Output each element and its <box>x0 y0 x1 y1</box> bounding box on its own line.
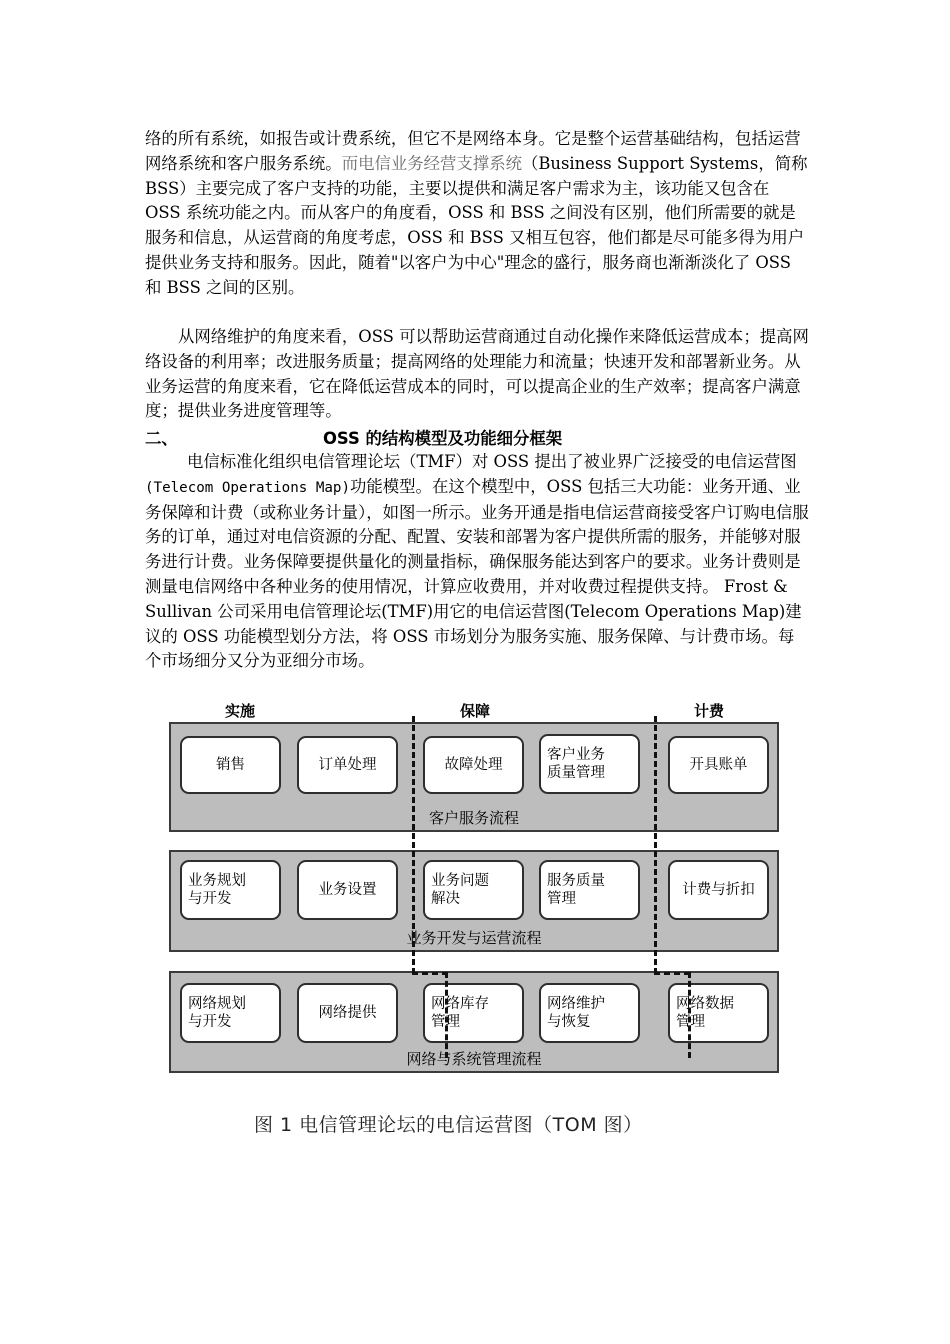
band-label-network-management: 网络与系统管理流程 <box>406 1050 542 1068</box>
paragraph-oss-bss-part3: （Business Support Systems，简称 BSS）主要完成了客户支持的功能，主要以提供和满足客户需求为主，该功能又包含在 OSS 系统功能之内。而从客户的角度看，OSS 和 BSS 之间没有区别，他们所需要的就是服务和信息，从运营商的角度考虑，OSS 和 BSS 又相互包容，他们都是尽可能多得为用户提供业务支持和服务。因此，随着"以客户为中心"理念的盛行，服务商也渐渐淡化了 OSS 和 BSS 之间的区别。 <box>145 153 808 297</box>
box-service-problem: 业务问题 解决 <box>423 860 524 920</box>
band-service-development <box>169 850 779 952</box>
column-header-assurance: 保障 <box>460 702 491 720</box>
figure-caption: 图 1 电信管理论坛的电信运营图（TOM 图） <box>254 1114 643 1136</box>
box-network-inventory: 网络库存 管理 <box>423 983 524 1043</box>
box-customer-qos: 客户业务 质量管理 <box>539 734 640 794</box>
paragraph-oss-bss-gray-phrase: 而电信业务经营支撑系统 <box>341 153 522 173</box>
divider-step-left-down <box>445 972 448 1058</box>
divider-step-right <box>654 972 690 975</box>
paragraph-oss-bss-part1: 络的所有系统，如报告或计费系统，但它不是网络本身。它是整个运营基础结构，包括运营网络系统和客户服务系统。 <box>145 129 801 173</box>
paragraph-tmf-part1: 电信标准化组织电信管理论坛（TMF）对 OSS 提出了被业界广泛接受的电信运营图 <box>187 452 797 471</box>
box-service-configuration: 业务设置 <box>297 860 398 920</box>
band-customer-care <box>169 722 779 832</box>
box-rating-discounting: 计费与折扣 <box>668 860 769 920</box>
box-service-quality: 服务质量 管理 <box>539 860 640 920</box>
box-network-maintenance: 网络维护 与恢复 <box>539 983 640 1043</box>
box-network-data: 网络数据 管理 <box>668 983 769 1043</box>
section-number: 二、 <box>145 429 178 448</box>
section-title: OSS 的结构模型及功能细分框架 <box>323 429 563 448</box>
box-network-provisioning: 网络提供 <box>297 983 398 1043</box>
column-header-fulfillment: 实施 <box>225 702 256 720</box>
paragraph-tmf-model <box>145 450 810 674</box>
band-label-customer-care: 客户服务流程 <box>428 809 519 827</box>
paragraph-network-maintenance: 从网络维护的角度来看，OSS 可以帮助运营商通过自动化操作来降低运营成本；提高网络设备的利用率；改进服务质量；提高网络的处理能力和流量；快速开发和部署新业务。从业务运营的角度来看，它在降低运营成本的同时，可以提高企业的生产效率；提高客户满意度；提供业务进度管理等。 <box>145 327 809 421</box>
paragraph-tmf-part3: 功能模型。在这个模型中，OSS 包括三大功能：业务开通、业务保障和计费（或称业务计量），如图一所示。业务开通是指电信运营商接受客户订购电信服务的订单，通过对电信资源的分配、配置、安装和部署为客户提供所需的服务，并能够对服务进行计费。业务保障要提供量化的测量指标，确保服务能达到客户的要求。业务计费则是测量电信网络中各种业务的使用情况，计算应收费用，并对收费过程提供支持。 Frost & Sullivan 公司采用电信管理论坛(TMF)用它的电信运营图(Telecom Operations Map)建议的 OSS 功能模型划分方法，将 OSS 市场划分为服务实施、服务保障、与计费市场。每个市场细分又分为亚细分市场。 <box>145 476 809 671</box>
divider-assurance-billing <box>654 716 657 974</box>
divider-step-right-down <box>688 972 691 1058</box>
column-header-billing: 计费 <box>694 702 725 720</box>
divider-fulfillment-assurance <box>412 716 415 974</box>
box-invoicing: 开具账单 <box>668 736 769 794</box>
tom-diagram <box>162 700 784 1080</box>
box-network-planning: 网络规划 与开发 <box>180 983 281 1043</box>
box-order-handling: 订单处理 <box>297 736 398 794</box>
band-label-service-development: 业务开发与运营流程 <box>406 929 542 947</box>
box-service-planning: 业务规划 与开发 <box>180 860 281 920</box>
box-problem-handling: 故障处理 <box>423 736 524 794</box>
paragraph-oss-bss <box>145 127 810 301</box>
divider-step-left <box>412 972 448 975</box>
box-sales: 销售 <box>180 736 281 794</box>
paragraph-tmf-mono: (Telecom Operations Map) <box>145 479 350 496</box>
